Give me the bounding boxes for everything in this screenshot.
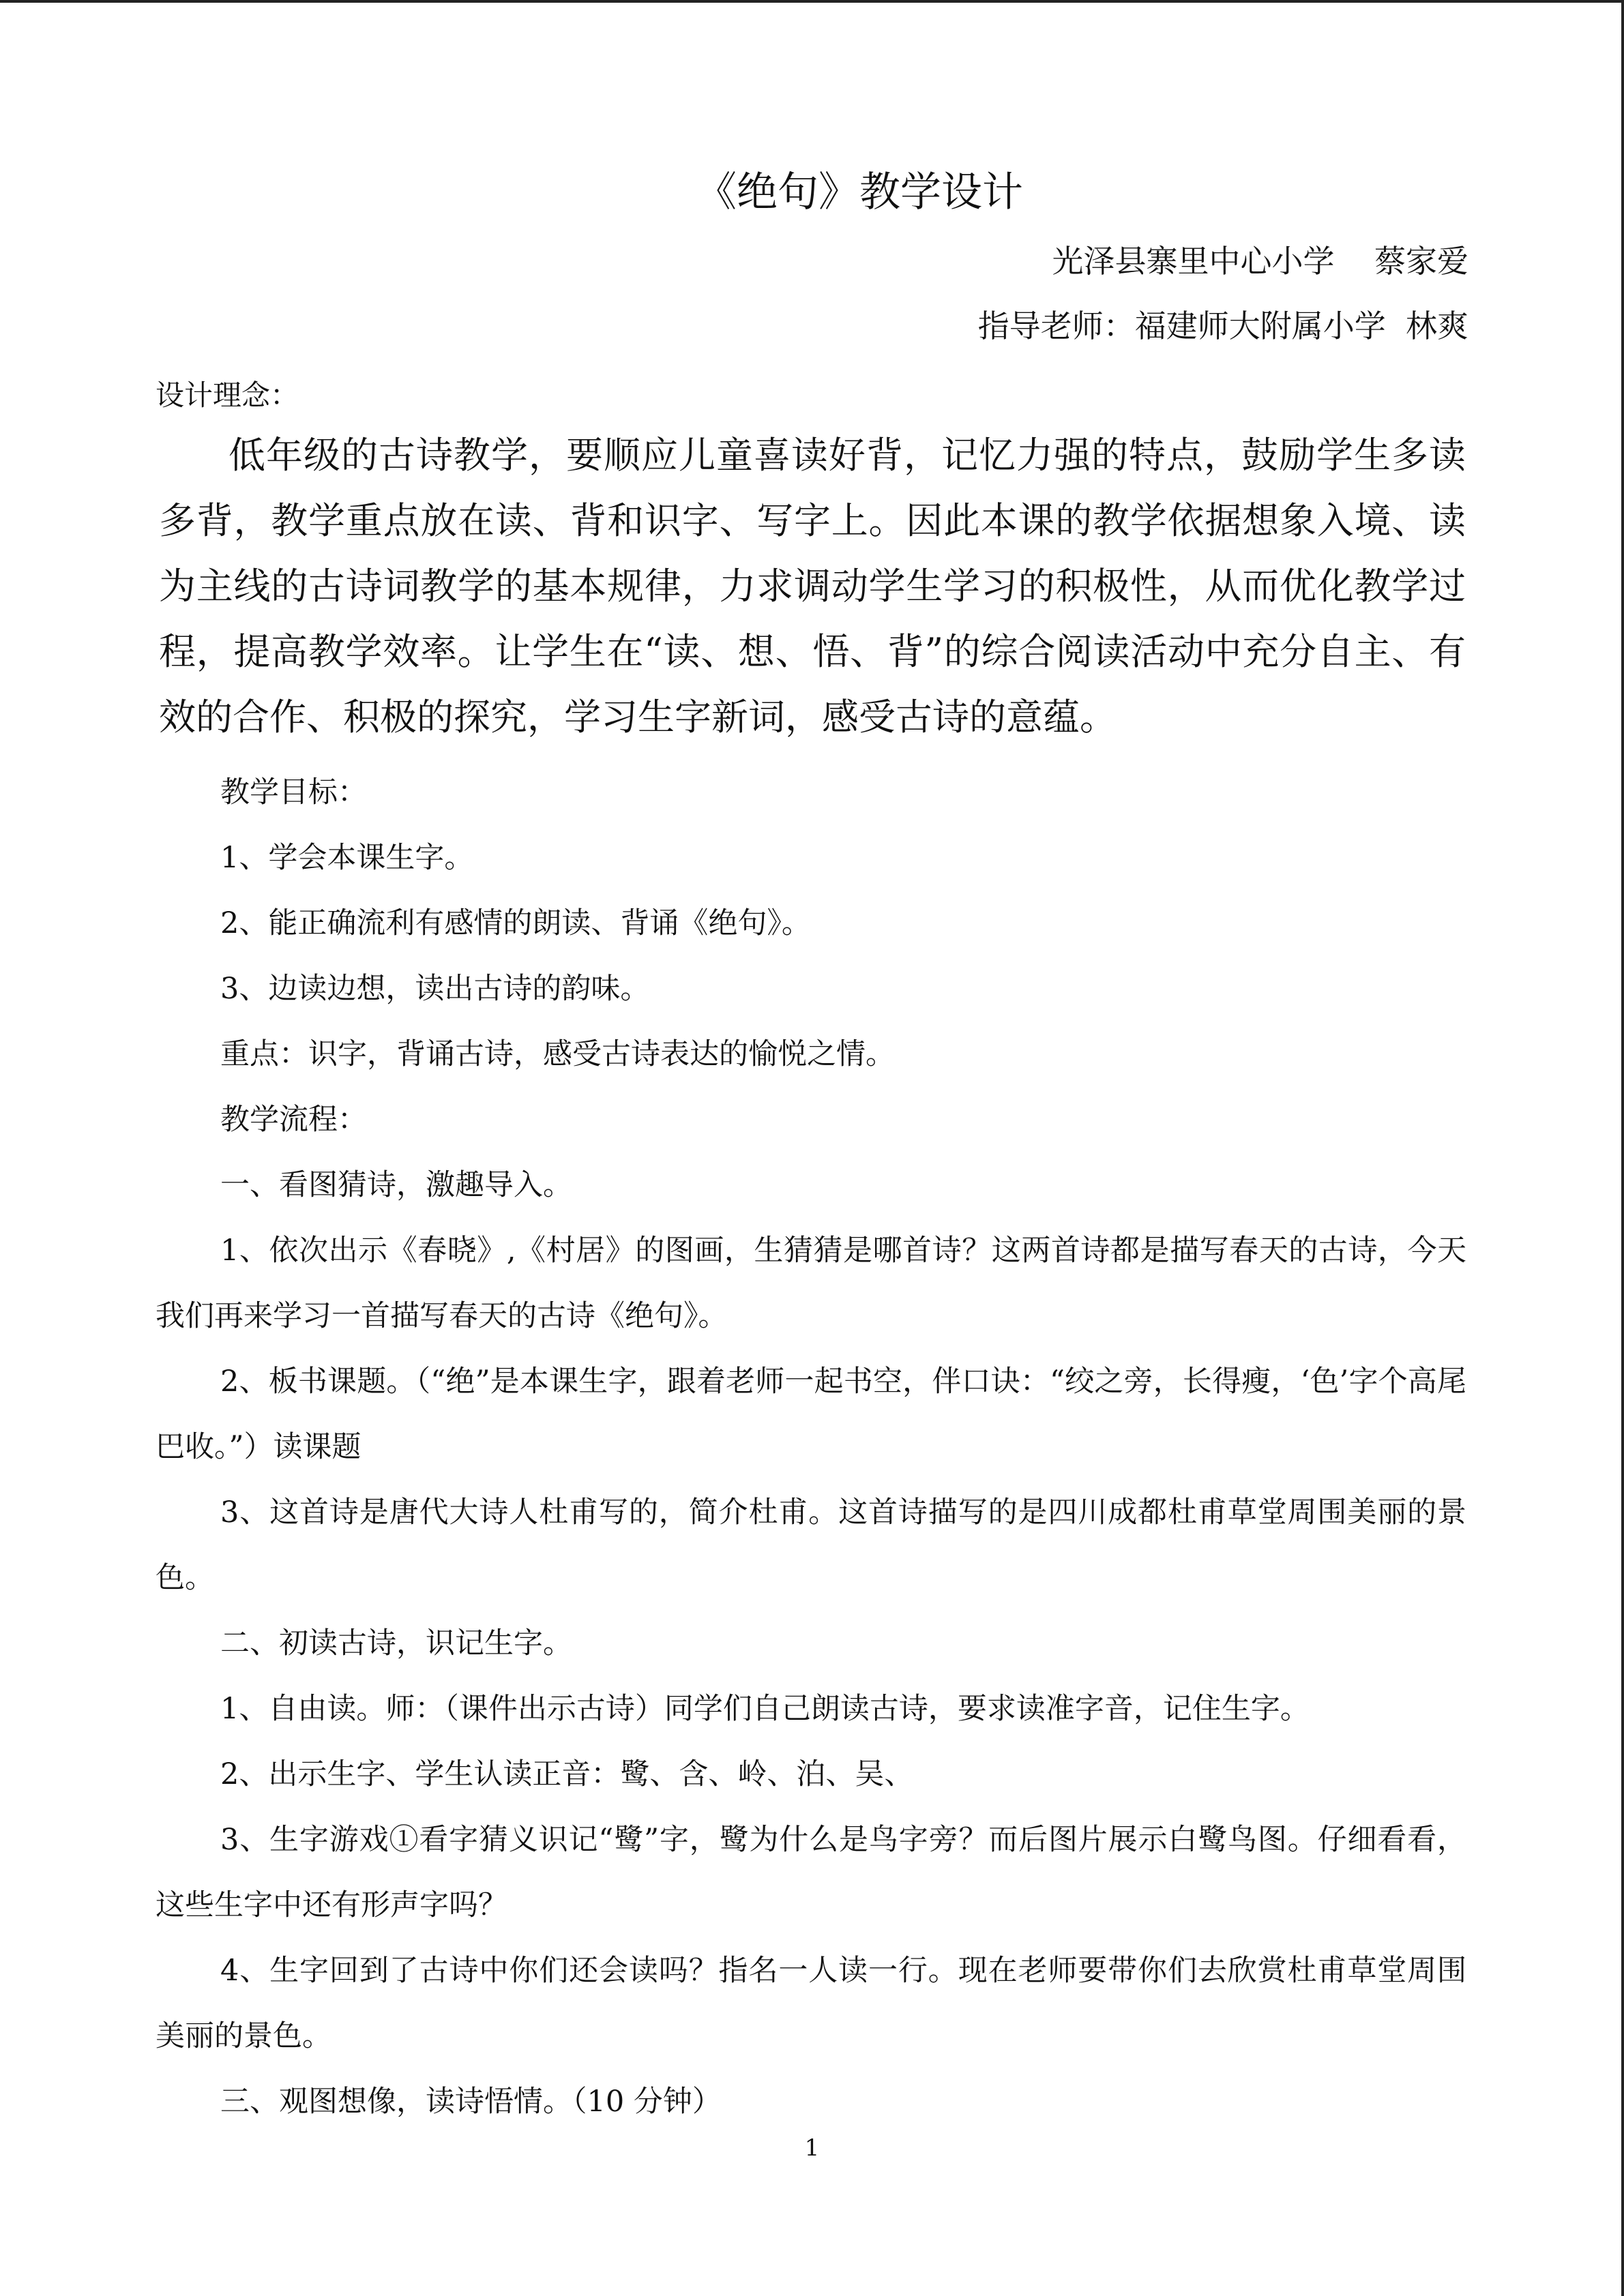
paragraph: 4、生字回到了古诗中你们还会读吗？指名一人读一行。现在老师要带你们去欣赏杜甫草堂周围美丽的景色。 (156, 1954, 1466, 2053)
page-number: 1 (804, 2134, 820, 2162)
page-border-right (1621, 0, 1624, 2296)
design-concept-text: 低年级的古诗教学，要顺应儿童喜读好背，记忆力强的特点，鼓励学生多读多背，教学重点放在读、背和识字、写字上。因此本课的教学依据想象入境、读为主线的古诗词教学的基本规律，力求调动学生学习的积极性，从而优化教学过程，提高教学效率。让学生在“读、想、悟、背”的综合阅读活动中充分自主、有效的合作、积极的探究，学习生字新词，感受古诗的意蕴。 (159, 434, 1466, 739)
paragraph: 三、观图想像，读诗悟情。（10 分钟） (220, 2085, 722, 2119)
paragraph: 一、看图猜诗，激趣导入。 (220, 1168, 572, 1202)
advisor-line: 指导老师：福建师大附属小学 林爽 (977, 308, 1468, 344)
paragraph: 1、自由读。师：（课件出示古诗）同学们自己朗读古诗，要求读准字音，记住生字。 (220, 1692, 1310, 1726)
design-concept-label: 设计理念： (156, 378, 299, 412)
document-body (156, 760, 1466, 2134)
paragraph: 重点：识字，背诵古诗，感受古诗表达的愉悦之情。 (220, 1037, 895, 1071)
paragraph: 2、出示生字、学生认读正音：鹭、含、岭、泊、吴、 (220, 1757, 914, 1791)
page-border-top (0, 0, 1624, 3)
paragraph: 2、能正确流利有感情的朗读、背诵《绝句》。 (220, 906, 811, 940)
paragraph: 1、依次出示《春晓》,《村居》的图画，生猜猜是哪首诗？这两首诗都是描写春天的古诗，今天我们再来学习一首描写春天的古诗《绝句》。 (156, 1234, 1466, 1333)
paragraph: 3、这首诗是唐代大诗人杜甫写的，简介杜甫。这首诗描写的是四川成都杜甫草堂周围美丽的景色。 (156, 1495, 1466, 1595)
paragraph: 1、学会本课生字。 (220, 841, 474, 875)
paragraph: 3、边读边想，读出古诗的韵味。 (220, 972, 650, 1006)
paragraph: 3、生字游戏①看字猜义识记“鹭”字，鹭为什么是鸟字旁？而后图片展示白鹭鸟图。仔细看看，这些生字中还有形声字吗？ (156, 1823, 1466, 1922)
paragraph: 二、初读古诗，识记生字。 (220, 1626, 572, 1660)
author-line: 光泽县寨里中心小学 蔡家爱 (1052, 243, 1468, 280)
paragraph: 教学流程： (220, 1103, 367, 1137)
paragraph: 2、板书课题。（“绝”是本课生字，跟着老师一起书空，伴口诀：“绞之旁，长得瘦，‘色’字个高尾巴收。”）读课题 (156, 1365, 1466, 1464)
paragraph: 教学目标： (220, 775, 367, 809)
document-title: 《绝句》教学设计 (696, 168, 1023, 216)
